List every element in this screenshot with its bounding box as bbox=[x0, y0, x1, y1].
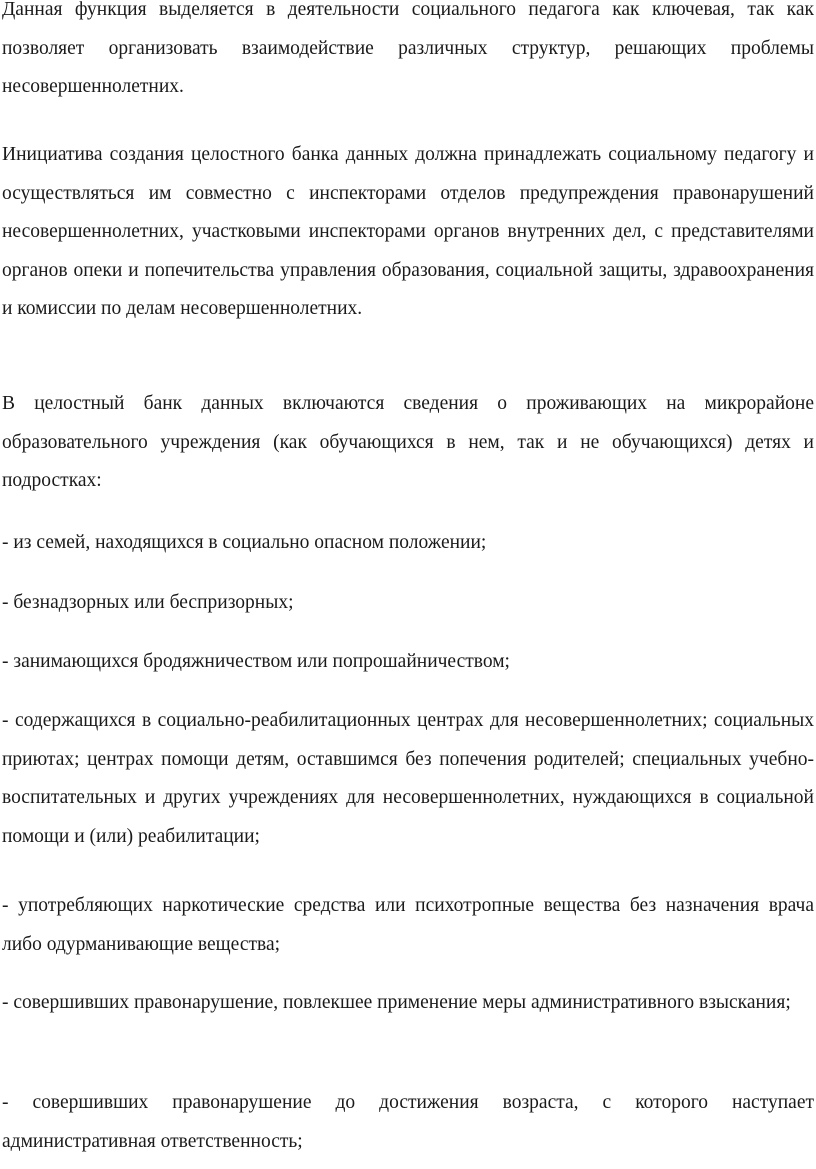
list-item: - совершивших правонарушение до достижения возраста, с которого наступает административная ответственность; bbox=[2, 1092, 814, 1152]
paragraph-data-bank-contents: В целостный банк данных включаются сведения о проживающих на микрорайоне образовательного учреждения (как обучающихся в нем, так и не обучающихся) детях и подростках: bbox=[2, 393, 814, 492]
list-item: - из семей, находящихся в социально опасном положении; bbox=[2, 532, 487, 553]
list-item: - совершивших правонарушение, повлекшее применение меры административного взыскания; bbox=[2, 992, 791, 1013]
list-item: - употребляющих наркотические средства или психотропные вещества без назначения врача либо одурманивающие вещества; bbox=[2, 895, 814, 955]
list-item: - безнадзорных или беспризорных; bbox=[2, 592, 294, 613]
paragraph-function-key-role: Данная функция выделяется в деятельности социального педагога как ключевая, так как позволяет организовать взаимодействие различных структур, решающих проблемы несовершеннолетних. bbox=[2, 0, 814, 98]
list-item: - занимающихся бродяжничеством или попрошайничеством; bbox=[2, 651, 510, 672]
paragraph-data-bank-initiative: Инициатива создания целостного банка данных должна принадлежать социальному педагогу и осуществляться им совместно с инспекторами отделов предупреждения правонарушений несовершеннолетних, участковыми инспекторами органов внутренних дел, с представителями органов опеки и попечительства управления образования, социальной защиты, здравоохранения и комиссии по делам несовершеннолетних. bbox=[2, 144, 814, 320]
list-item: - содержащихся в социально-реабилитационных центрах для несовершеннолетних; социальных приютах; центрах помощи детям, оставшимся без попечения родителей; специальных учебно-воспитательных и других учреждениях для несовершеннолетних, нуждающихся в социальной помощи и (или) реабилитации; bbox=[2, 710, 814, 847]
